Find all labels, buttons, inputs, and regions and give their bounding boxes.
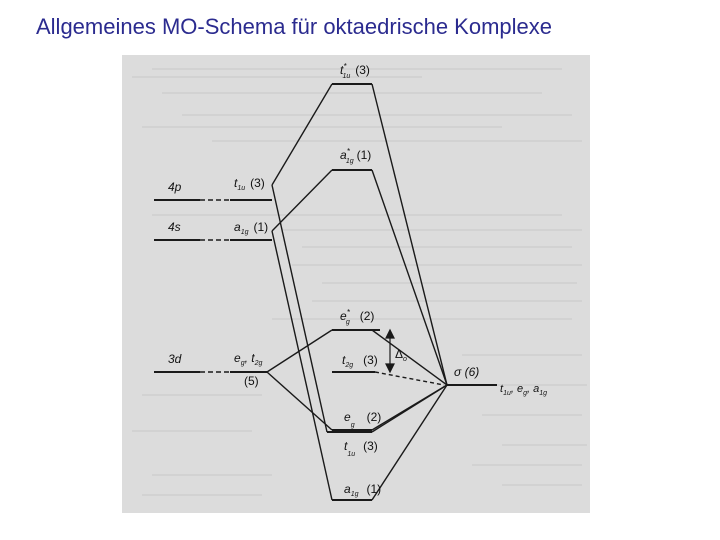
label-a1g-bond — [344, 482, 381, 498]
label-eg-bond — [344, 410, 381, 429]
label-eg-star-count: (2) — [359, 309, 375, 323]
label-d-metal-t2g-sub: 2g — [254, 360, 263, 367]
label-3d: 3d — [168, 352, 182, 366]
label-sigma-ligand: σ (6) — [454, 365, 480, 379]
label-delta-o-sym: Δ — [395, 347, 404, 361]
label-d-metal-eg: e — [234, 351, 241, 365]
label-t1u-star-sup: * — [343, 62, 347, 71]
label-t1u-bond-sym: t — [344, 439, 348, 453]
label-a1g-metal-sym: a — [234, 220, 241, 234]
label-t2g — [342, 353, 378, 369]
label-d-metal-eg-sub: g — [240, 360, 245, 367]
line-a1g-to-a1g-star — [272, 170, 332, 231]
label-t1u-bond — [344, 439, 378, 458]
label-a1g-star-count: (1) — [356, 148, 372, 162]
line-t1u-to-t1u-star — [272, 84, 332, 185]
label-t1u-bond-count: (3) — [363, 439, 378, 453]
label-a1g-metal-sub: 1g — [240, 229, 249, 236]
label-t1u-metal-sym: t — [234, 176, 238, 190]
label-d-metal-sep: , t — [244, 351, 255, 365]
label-ligand-t1u-sub: 1u — [503, 390, 511, 397]
label-eg-bond-count: (2) — [366, 410, 382, 424]
delta-o-arrow — [386, 330, 394, 372]
label-a1g-star-sub: 1g — [345, 158, 354, 165]
label-4p: 4p — [168, 180, 182, 194]
label-t2g-sym: t — [342, 353, 346, 367]
label-a1g-bond-count: (1) — [366, 482, 382, 496]
label-ligand-c2: , a — [527, 383, 540, 395]
mo-diagram — [122, 55, 590, 513]
label-d-metal-count: (5) — [244, 374, 259, 388]
line-t1u-star-to-sigma — [372, 84, 447, 385]
label-delta-o-sub: o — [403, 356, 407, 363]
line-t1u-bond-to-sigma — [372, 385, 447, 432]
label-a1g-bond-sym: a — [344, 482, 351, 496]
label-a1g-metal-count: (1) — [253, 220, 269, 234]
label-eg-bond-sym: e — [344, 410, 351, 424]
label-eg-star — [340, 308, 374, 326]
label-t2g-sub: 2g — [345, 362, 354, 369]
mo-diagram-scan — [122, 55, 590, 513]
label-eg-star-sym: e — [340, 309, 347, 323]
line-d-to-eg-bond — [267, 372, 332, 430]
label-4s: 4s — [168, 220, 181, 234]
label-a1g-star-sym: a — [340, 148, 347, 162]
label-ligand-t: t — [500, 383, 504, 395]
label-a1g-metal — [234, 220, 268, 236]
slide-title: Allgemeines MO-Schema für oktaedrische Komplexe — [36, 14, 553, 39]
line-a1g-bond-to-sigma — [372, 385, 447, 500]
label-eg-star-sup: * — [346, 308, 350, 317]
line-a1g-star-to-sigma — [372, 170, 447, 385]
line-d-to-eg-star — [267, 330, 332, 372]
line-a1g-to-a1g-bond — [272, 231, 332, 500]
label-ligand-eg-sub: g — [523, 390, 527, 397]
line-t2g-to-sigma — [375, 372, 444, 385]
label-ligand-c1: , e — [510, 383, 524, 395]
label-t1u-star-sub: 1u — [342, 73, 351, 80]
label-t1u-metal-count: (3) — [250, 176, 265, 190]
label-d-metal — [234, 351, 263, 367]
label-t1u-metal-sub: 1u — [237, 185, 246, 192]
label-a1g-star — [340, 147, 371, 165]
label-t2g-count: (3) — [363, 353, 378, 367]
label-a1g-star-sup: * — [346, 147, 350, 156]
label-t1u-star-count: (3) — [355, 63, 370, 77]
label-ligand-a1g-sub: 1g — [539, 390, 548, 397]
label-t1u-bond-sub: 1u — [347, 451, 356, 458]
label-t1u-metal — [234, 176, 265, 192]
label-a1g-bond-sub: 1g — [350, 491, 359, 498]
label-eg-star-sub: g — [345, 319, 350, 326]
label-t1u-star-sym: t — [340, 63, 344, 77]
correlation-lines — [267, 84, 447, 500]
label-eg-bond-sub: g — [350, 422, 355, 429]
mo-levels — [327, 84, 380, 500]
